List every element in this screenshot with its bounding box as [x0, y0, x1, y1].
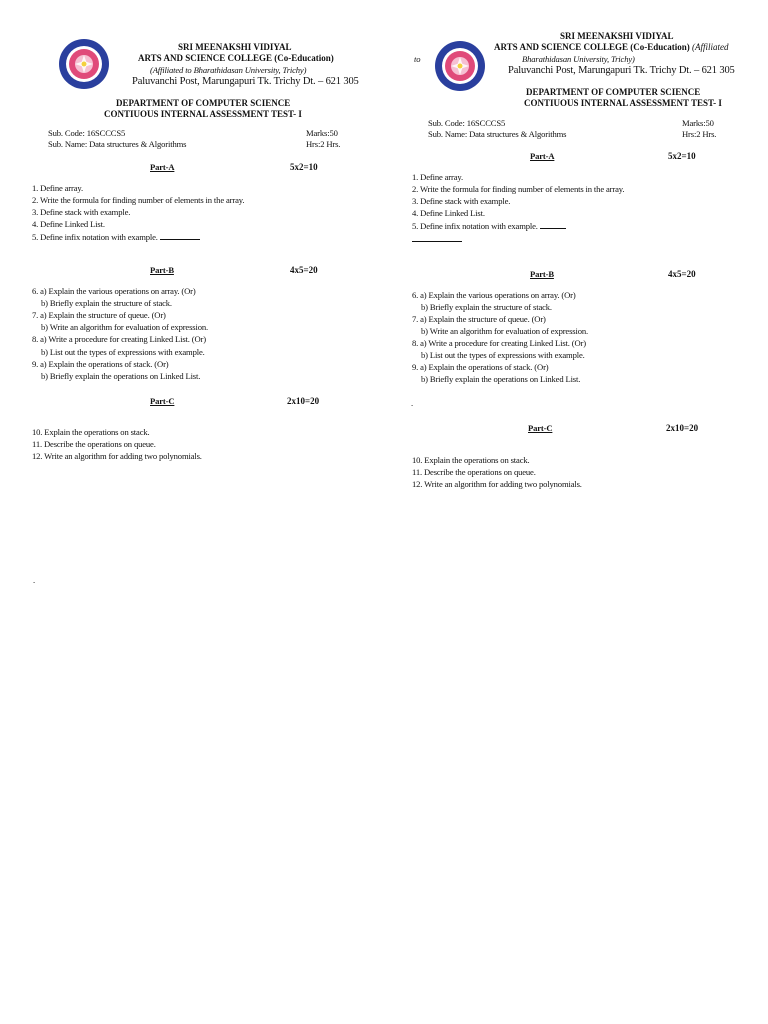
- question-5: [412, 221, 566, 232]
- question-5-text: 5. Define infix notation with example.: [32, 232, 158, 242]
- question-7b: b) Write an algorithm for evaluation of expression.: [421, 326, 589, 336]
- part-a-marks: 5x2=10: [668, 151, 696, 161]
- question-9b: b) Briefly explain the operations on Linked List.: [421, 374, 581, 384]
- question-6a: 6. a) Explain the various operations on array. (Or): [32, 286, 196, 296]
- question-7a: 7. a) Explain the structure of queue. (Or): [412, 314, 546, 324]
- stray-dot: .: [33, 575, 35, 585]
- test-title: CONTIUOUS INTERNAL ASSESSMENT TEST- I: [524, 98, 722, 108]
- question-3: 3. Define stack with example.: [412, 196, 511, 206]
- stray-to-text: to: [414, 54, 421, 64]
- part-b-title: Part-B: [530, 269, 554, 279]
- question-12: 12. Write an algorithm for adding two polynomials.: [32, 451, 202, 461]
- subject-code: Sub. Code: 16SCCCS5: [428, 118, 506, 128]
- college-name-line1: SRI MEENAKSHI VIDIYAL: [560, 31, 674, 41]
- college-name-line2: [494, 42, 728, 53]
- question-8a: 8. a) Write a procedure for creating Linked List. (Or): [32, 334, 206, 344]
- question-10: 10. Explain the operations on stack.: [32, 427, 150, 437]
- question-5: [32, 232, 200, 243]
- question-9b: b) Briefly explain the operations on Linked List.: [41, 371, 201, 381]
- part-b-marks: 4x5=20: [290, 265, 318, 275]
- college-name-line2: ARTS AND SCIENCE COLLEGE (Co-Education): [138, 53, 334, 63]
- test-title: CONTIUOUS INTERNAL ASSESSMENT TEST- I: [104, 109, 302, 119]
- question-10: 10. Explain the operations on stack.: [412, 455, 530, 465]
- answer-blank: [412, 234, 462, 242]
- subject-code: Sub. Code: 16SCCCS5: [48, 128, 126, 138]
- question-6b: b) Briefly explain the structure of stack.: [421, 302, 552, 312]
- answer-blank: [540, 221, 566, 229]
- duration: Hrs:2 Hrs.: [306, 139, 341, 149]
- question-5-text: 5. Define infix notation with example.: [412, 221, 538, 231]
- address-line: Paluvanchi Post, Marungapuri Tk. Trichy Dt. – 621 305: [132, 76, 359, 87]
- stray-dot: .: [411, 398, 413, 408]
- answer-blank-line: [412, 234, 462, 245]
- question-8a: 8. a) Write a procedure for creating Linked List. (Or): [412, 338, 586, 348]
- question-2: 2. Write the formula for finding number of elements in the array.: [32, 195, 245, 205]
- question-4: 4. Define Linked List.: [412, 208, 485, 218]
- affiliation-line: Bharathidasan University, Trichy): [522, 54, 635, 64]
- answer-blank: [160, 232, 200, 240]
- question-8b: b) List out the types of expressions with example.: [41, 347, 205, 357]
- question-11: 11. Describe the operations on queue.: [412, 467, 536, 477]
- college-seal-logo: [434, 40, 486, 92]
- max-marks: Marks:50: [682, 118, 714, 128]
- affiliation-start: (Affiliated: [691, 42, 729, 52]
- part-c-marks: 2x10=20: [287, 396, 320, 406]
- address-line: Paluvanchi Post, Marungapuri Tk. Trichy Dt. – 621 305: [508, 65, 735, 76]
- question-6a: 6. a) Explain the various operations on array. (Or): [412, 290, 576, 300]
- subject-name: Sub. Name: Data structures & Algorithms: [48, 139, 187, 149]
- question-6b: b) Briefly explain the structure of stack.: [41, 298, 172, 308]
- part-b-marks: 4x5=20: [668, 269, 696, 279]
- question-2: 2. Write the formula for finding number of elements in the array.: [412, 184, 625, 194]
- part-a-marks: 5x2=10: [290, 162, 318, 172]
- question-4: 4. Define Linked List.: [32, 219, 105, 229]
- question-7a: 7. a) Explain the structure of queue. (Or): [32, 310, 166, 320]
- question-7b: b) Write an algorithm for evaluation of expression.: [41, 322, 209, 332]
- part-c-title: Part-C: [528, 423, 553, 433]
- max-marks: Marks:50: [306, 128, 338, 138]
- college-seal-logo: [58, 38, 110, 90]
- question-1: 1. Define array.: [412, 172, 463, 182]
- subject-name: Sub. Name: Data structures & Algorithms: [428, 129, 567, 139]
- question-9a: 9. a) Explain the operations of stack. (Or): [32, 359, 169, 369]
- department-title: DEPARTMENT OF COMPUTER SCIENCE: [116, 98, 291, 108]
- college-name-line1: SRI MEENAKSHI VIDIYAL: [178, 42, 292, 52]
- department-title: DEPARTMENT OF COMPUTER SCIENCE: [526, 87, 701, 97]
- question-1: 1. Define array.: [32, 183, 83, 193]
- right-exam-sheet: [384, 0, 768, 1024]
- part-b-title: Part-B: [150, 265, 174, 275]
- question-8b: b) List out the types of expressions with example.: [421, 350, 585, 360]
- part-a-title: Part-A: [150, 162, 175, 172]
- question-12: 12. Write an algorithm for adding two polynomials.: [412, 479, 582, 489]
- question-11: 11. Describe the operations on queue.: [32, 439, 156, 449]
- part-c-title: Part-C: [150, 396, 175, 406]
- part-c-marks: 2x10=20: [666, 423, 699, 433]
- duration: Hrs:2 Hrs.: [682, 129, 717, 139]
- question-3: 3. Define stack with example.: [32, 207, 131, 217]
- affiliation-line: (Affiliated to Bharathidasan University, Trichy): [150, 65, 307, 75]
- question-9a: 9. a) Explain the operations of stack. (Or): [412, 362, 549, 372]
- college-name-line2-text: ARTS AND SCIENCE COLLEGE (Co-Education): [494, 42, 690, 52]
- part-a-title: Part-A: [530, 151, 555, 161]
